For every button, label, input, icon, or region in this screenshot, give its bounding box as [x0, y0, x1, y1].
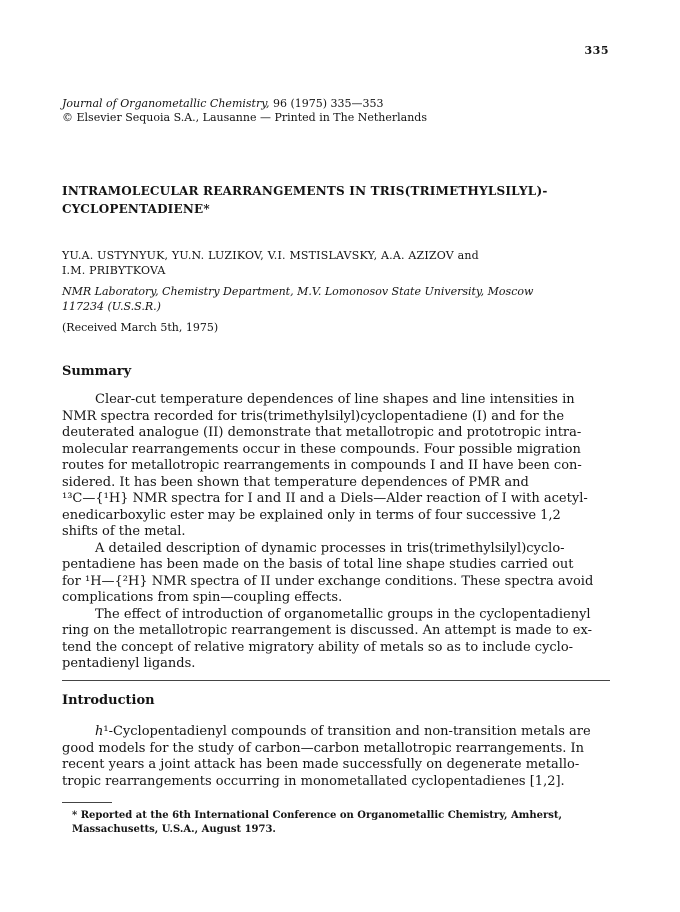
summary-paragraph: A detailed description of dynamic processes in tris(trimethylsilyl)cyclo- pentadiene has been made on the basis of total line shape studies carried out for ¹H—{²H} NMR spectra of II under exchange conditions. These spectra avoid complications from spin—coupling effects. — [62, 540, 594, 605]
footnote — [62, 809, 600, 837]
page-number: 335 — [584, 44, 609, 57]
section-divider — [62, 680, 610, 681]
affiliation — [62, 284, 622, 314]
summary-paragraph: Clear-cut temperature dependences of line shapes and line intensities in NMR spectra recorded for tris(trimethylsilyl)cyclopentadiene (I) and for the deuterated analogue (II) demonstrate that metallotropic and prototropic intra- molecular rearrangements occur in these compounds. Four possible migration routes for metallotropic rearrangements in compounds I and II have been con- sidered. It has been shown that temperature dependences of PMR and ¹³C—{¹H} NMR spectra for I and II and a Diels—Alder reaction of I with acetyl- enedicarboxylic ester may be explained only in terms of four successive 1,2 shifts of the metal. — [62, 392, 588, 539]
footnote-divider — [62, 802, 112, 803]
authors-line: I.M. PRIBYTKOVA — [62, 264, 166, 277]
introduction-body — [62, 724, 624, 790]
authors-line: YU.A. USTYNYUK, YU.N. LUZIKOV, V.I. MSTISLAVSKY, A.A. AZIZOV and — [62, 249, 479, 262]
article-title — [62, 182, 622, 218]
introduction-heading: Introduction — [62, 693, 155, 708]
journal-citation — [62, 96, 384, 111]
summary-paragraph: The effect of introduction of organometallic groups in the cyclopentadienyl ring on the metallotropic rearrangement is discussed. An attempt is made to ex- tend the concept of relative migratory ability of metals so as to include cyclo- pentadienyl ligands. — [62, 606, 592, 671]
copyright-line: © Elsevier Sequoia S.A., Lausanne — Printed in The Netherlands — [62, 111, 427, 124]
summary-body — [62, 392, 624, 673]
title-line: INTRAMOLECULAR REARRANGEMENTS IN TRIS(TRIMETHYLSILYL)- — [62, 184, 548, 198]
footnote-line: Massachusetts, U.S.A., August 1973. — [72, 824, 276, 835]
footnote-line: * Reported at the 6th International Conference on Organometallic Chemistry, Amherst, — [72, 810, 562, 821]
journal-name: Journal of Organometallic Chemistry, — [62, 97, 270, 110]
summary-heading: Summary — [62, 364, 132, 379]
introduction-paragraph: h¹-Cyclopentadienyl compounds of transition and non-transition metals are good models for the study of carbon—carbon metallotropic rearrangements. In recent years a joint attack has been made successfully on degenerate metallo- tropic rearrangements occurring in monometallated cyclopentadienes [1,2]. — [62, 724, 591, 789]
journal-volume: 96 (1975) 335—353 — [272, 97, 384, 110]
title-line: CYCLOPENTADIENE* — [62, 202, 210, 216]
affiliation-line: 117234 (U.S.S.R.) — [62, 300, 161, 313]
received-date: (Received March 5th, 1975) — [62, 321, 219, 334]
author-list — [62, 248, 622, 278]
affiliation-line: NMR Laboratory, Chemistry Department, M.V. Lomonosov State University, Moscow — [62, 285, 534, 298]
